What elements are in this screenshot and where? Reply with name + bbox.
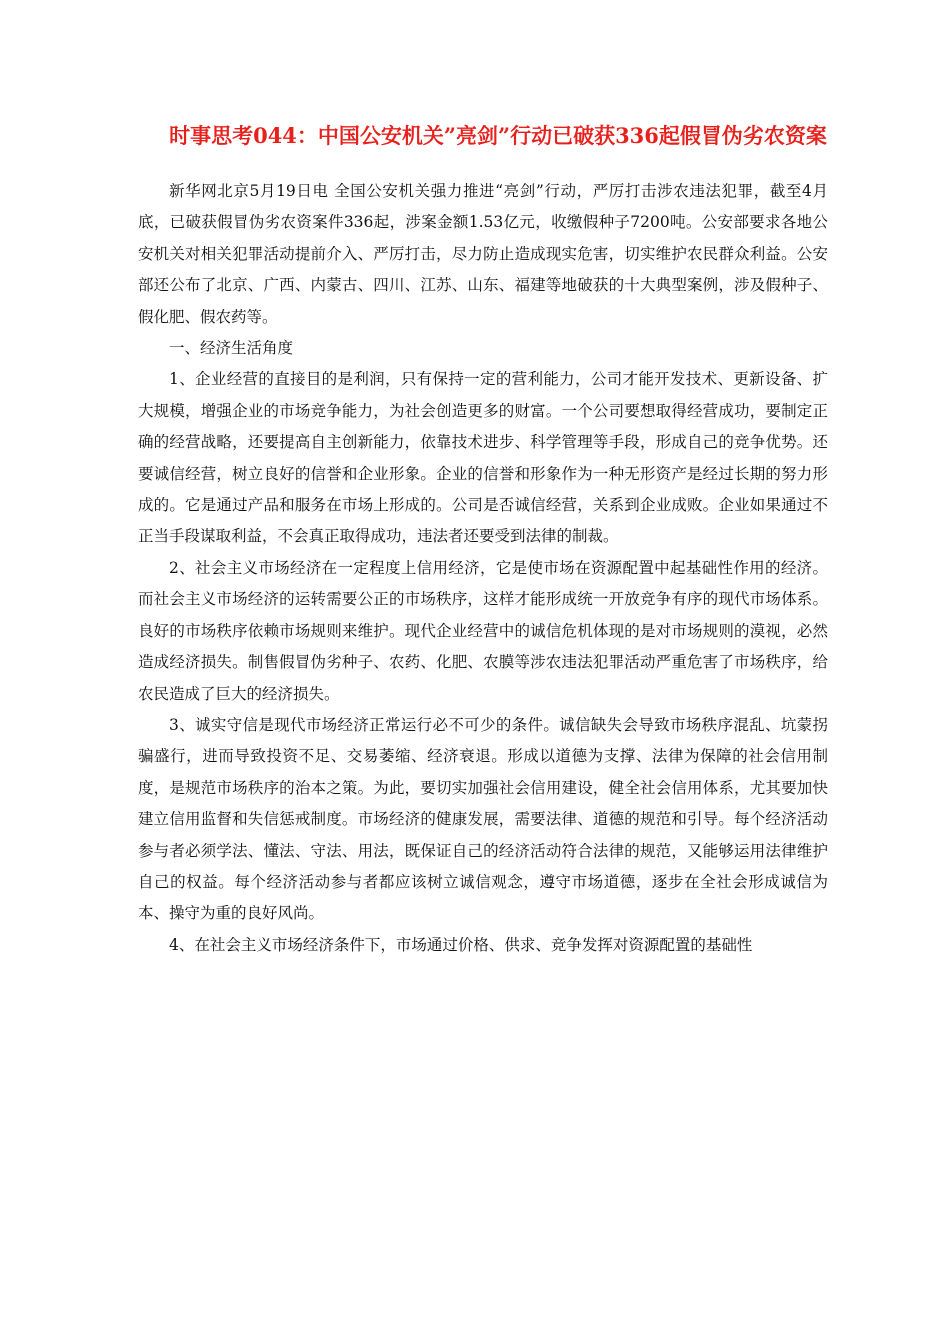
paragraph-point-1: 1、企业经营的直接目的是利润，只有保持一定的营利能力，公司才能开发技术、更新设备、扩大规模，增强企业的市场竞争能力，为社会创造更多的财富。一个公司要想取得经营成功，要制定正确的经营战略，还要提高自主创新能力，依靠技术进步、科学管理等手段，形成自己的竞争优势。还要诚信经营，树立良好的信誉和企业形象。企业的信誉和形象作为一种无形资产是经过长期的努力形成的。它是通过产品和服务在市场上形成的。公司是否诚信经营，关系到企业成败。企业如果通过不正当手段谋取利益，不会真正取得成功，违法者还要受到法律的制裁。 <box>138 370 828 546</box>
section-heading: 一、经济生活角度 <box>169 339 294 358</box>
document-title: 时事思考044：中国公安机关”亮剑”行动已破获336起假冒伪劣农资案 <box>169 123 827 148</box>
paragraph-intro: 新华网北京5月19日电 全国公安机关强力推进“亮剑”行动，严厉打击涉农违法犯罪，截至4月底，已破获假冒伪劣农资案件336起，涉案金额1.53亿元，收缴假种子7200吨。公安部要求各地公安机关对相关犯罪活动提前介入、严厉打击，尽力防止造成现实危害，切实维护农民群众利益。公安部还公布了北京、广西、内蒙古、四川、江苏、山东、福建等地破获的十大典型案例，涉及假种子、假化肥、假农药等。 <box>138 182 828 326</box>
paragraph-point-3: 3、诚实守信是现代市场经济正常运行必不可少的条件。诚信缺失会导致市场秩序混乱、坑蒙拐骗盛行，进而导致投资不足、交易萎缩、经济衰退。形成以道德为支撑、法律为保障的社会信用制度，是规范市场秩序的治本之策。为此，要切实加强社会信用建设，健全社会信用体系，尤其要加快建立信用监督和失信惩戒制度。市场经济的健康发展，需要法律、道德的规范和引导。每个经济活动参与者必须学法、懂法、守法、用法，既保证自己的经济活动符合法律的规范，又能够运用法律维护自己的权益。每个经济活动参与者都应该树立诚信观念，遵守市场道德，逐步在全社会形成诚信为本、操守为重的良好风尚。 <box>138 715 828 923</box>
document-body <box>138 176 828 961</box>
paragraph-point-4: 4、在社会主义市场经济条件下，市场通过价格、供求、竞争发挥对资源配置的基础性 <box>169 935 753 954</box>
paragraph-point-2: 2、社会主义市场经济在一定程度上信用经济，它是使市场在资源配置中起基础性作用的经济。而社会主义市场经济的运转需要公正的市场秩序，这样才能形成统一开放竞争有序的现代市场体系。良好的市场秩序依赖市场规则来维护。现代企业经营中的诚信危机体现的是对市场规则的漠视，必然造成经济损失。制售假冒伪劣种子、农药、化肥、农膜等涉农违法犯罪活动严重危害了市场秩序，给农民造成了巨大的经济损失。 <box>138 558 828 703</box>
